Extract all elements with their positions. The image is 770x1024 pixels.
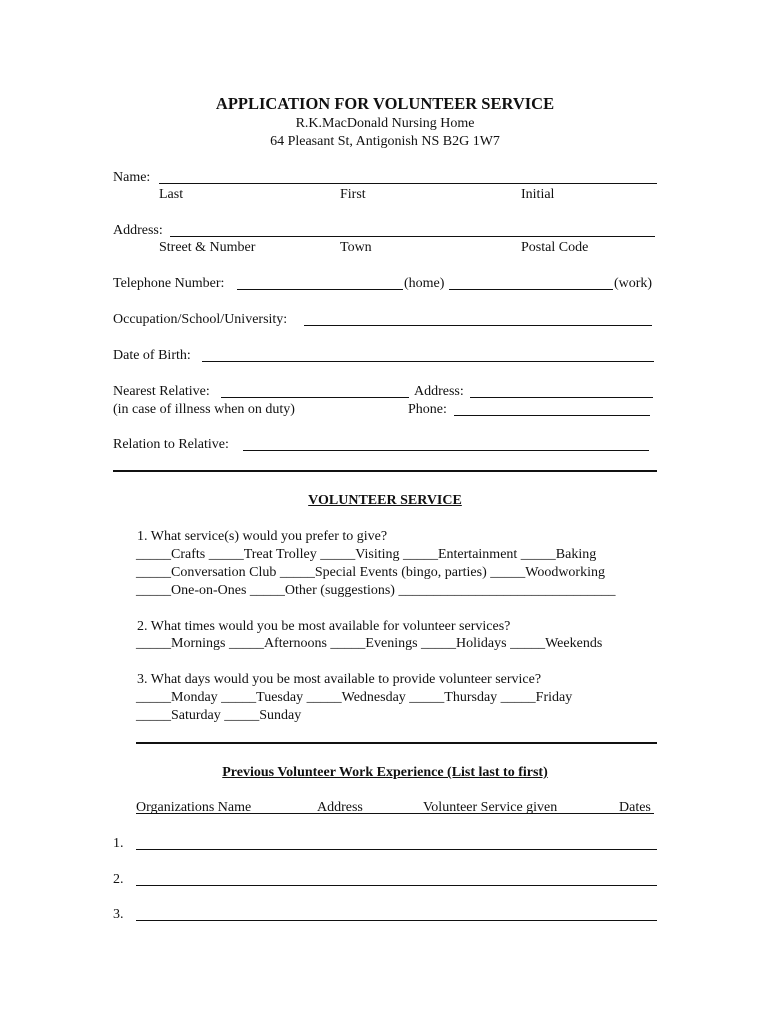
address-label: Address: [113, 223, 163, 238]
relative-note: (in case of illness when on duty) [113, 402, 295, 417]
column-organization: Organizations Name [136, 800, 252, 815]
relative-phone-field[interactable] [454, 415, 650, 416]
column-dates: Dates [619, 800, 651, 815]
question-3: 3. What days would you be most available to provide volunteer service? [137, 672, 542, 687]
home-phone-field[interactable] [237, 289, 403, 290]
q3-options-line-2[interactable]: _____Saturday _____Sunday [136, 708, 302, 723]
occupation-field[interactable] [304, 325, 652, 326]
organization-address: 64 Pleasant St, Antigonish NS B2G 1W7 [270, 134, 500, 149]
q1-options-line-1[interactable]: _____Crafts _____Treat Trolley _____Visiting _____Entertainment _____Baking [136, 547, 597, 562]
address-sub-street: Street & Number [159, 240, 256, 255]
row-number-2: 2. [113, 872, 124, 887]
q1-options-line-3[interactable]: _____One-on-Ones _____Other (suggestions) _______________________________ [136, 583, 616, 598]
relative-label: Nearest Relative: [113, 384, 210, 399]
dob-field[interactable] [202, 361, 654, 362]
q1-options-line-2[interactable]: _____Conversation Club _____Special Events (bingo, parties) _____Woodworking [136, 565, 605, 580]
relative-address-label: Address: [414, 384, 464, 399]
dob-label: Date of Birth: [113, 348, 191, 363]
address-sub-town: Town [340, 240, 372, 255]
organization-name: R.K.MacDonald Nursing Home [295, 116, 475, 131]
form-title: APPLICATION FOR VOLUNTEER SERVICE [215, 94, 555, 113]
column-service: Volunteer Service given [423, 800, 558, 815]
q3-options-line-1[interactable]: _____Monday _____Tuesday _____Wednesday _____Thursday _____Friday [136, 690, 573, 705]
occupation-label: Occupation/School/University: [113, 312, 288, 327]
columns-underline [136, 813, 654, 814]
section-divider-2 [136, 742, 657, 744]
q2-options-line-1[interactable]: _____Mornings _____Afternoons _____Evenings _____Holidays _____Weekends [136, 636, 603, 651]
name-sub-initial: Initial [521, 187, 555, 202]
name-label: Name: [113, 170, 151, 185]
experience-heading: Previous Volunteer Work Experience (List last to first) [222, 765, 548, 780]
name-sub-first: First [340, 187, 366, 202]
volunteer-service-heading: VOLUNTEER SERVICE [308, 493, 462, 508]
relative-address-field[interactable] [470, 397, 653, 398]
relation-label: Relation to Relative: [113, 437, 229, 452]
experience-row-1-field[interactable] [136, 849, 657, 850]
row-number-1: 1. [113, 836, 124, 851]
relation-field[interactable] [243, 450, 649, 451]
question-1: 1. What service(s) would you prefer to give? [137, 529, 388, 544]
relative-name-field[interactable] [221, 397, 409, 398]
name-field[interactable] [159, 183, 657, 184]
row-number-3: 3. [113, 907, 124, 922]
question-2: 2. What times would you be most available for volunteer services? [137, 619, 511, 634]
work-phone-field[interactable] [449, 289, 613, 290]
relative-phone-label: Phone: [408, 402, 447, 417]
telephone-label: Telephone Number: [113, 276, 225, 291]
section-divider [113, 470, 657, 472]
experience-row-3-field[interactable] [136, 920, 657, 921]
address-sub-postal: Postal Code [521, 240, 589, 255]
work-phone-label: (work) [614, 276, 653, 291]
experience-row-2-field[interactable] [136, 885, 657, 886]
home-phone-label: (home) [404, 276, 445, 291]
column-address: Address [317, 800, 363, 815]
address-field[interactable] [170, 236, 655, 237]
name-sub-last: Last [159, 187, 184, 202]
